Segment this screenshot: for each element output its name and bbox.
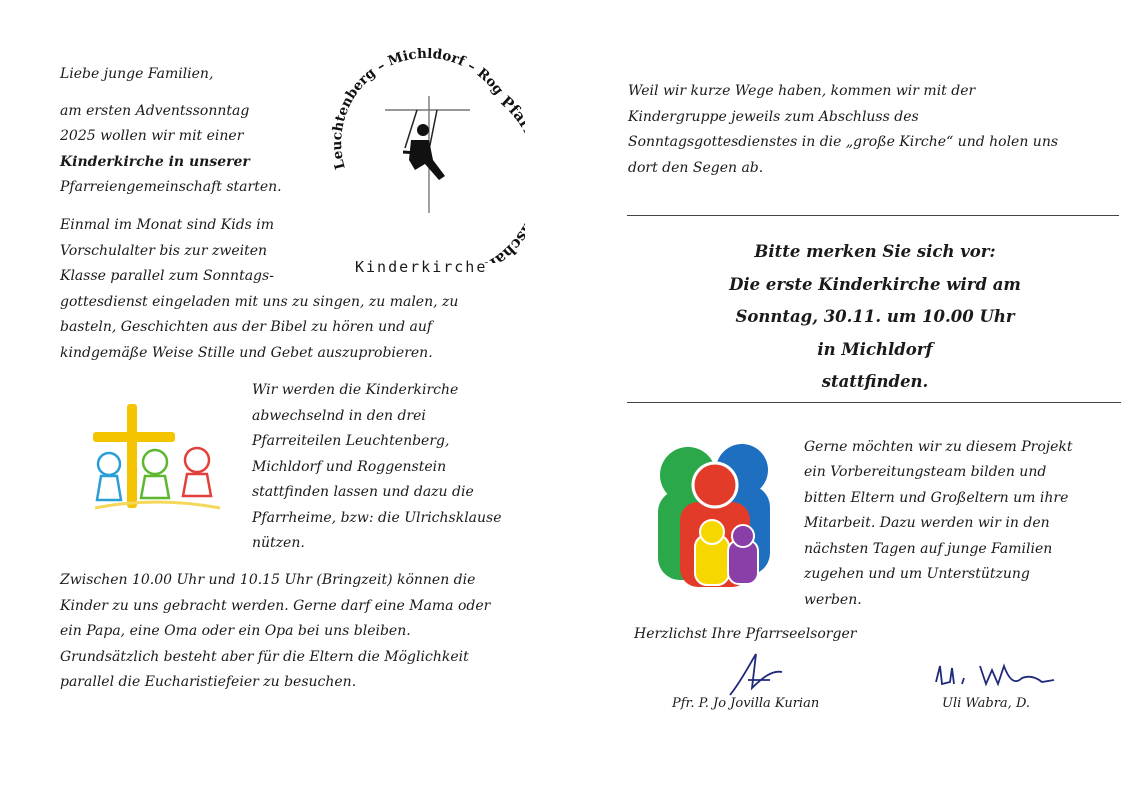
- right-para2-line-4: Mitarbeit. Dazu werden wir in den: [804, 515, 1050, 531]
- parish-logo: [325, 48, 525, 278]
- intro-line-2: 2025 wollen wir mit einer: [60, 128, 244, 144]
- logo-label: Kinderkirche: [355, 258, 488, 276]
- children-cross-icon: [85, 400, 225, 520]
- right-para2-line-2: ein Vorbereitungsteam bilden und: [804, 464, 1047, 480]
- divider-bottom: [627, 402, 1121, 403]
- para3-line-2: abwechselnd in den drei: [252, 408, 426, 424]
- family-illustration: [650, 440, 780, 590]
- para3-line-6: Pfarrheime, bzw: die Ulrichsklause: [252, 510, 502, 526]
- right-para2-line-5: nächsten Tagen auf junge Familien: [804, 541, 1053, 557]
- para4-line-1: Zwischen 10.00 Uhr und 10.15 Uhr (Bringzeit) können die: [60, 572, 476, 588]
- para2-line-3: Klasse parallel zum Sonntags-: [60, 268, 274, 284]
- right-para2-line-6: zugehen und um Unterstützung: [804, 566, 1030, 582]
- right-para1-line-4: dort den Segen ab.: [628, 160, 764, 176]
- intro-line-1: am ersten Adventssonntag: [60, 103, 250, 119]
- para3-line-5: stattfinden lassen und dazu die: [252, 484, 474, 500]
- intro-line-4: Pfarreiengemeinschaft starten.: [60, 179, 282, 195]
- para2-line-6: kindgemäße Weise Stille und Gebet auszuprobieren.: [60, 345, 433, 361]
- para3-line-1: Wir werden die Kinderkirche: [252, 382, 459, 398]
- right-para2-line-3: bitten Eltern und Großeltern um ihre: [804, 490, 1069, 506]
- greeting: Liebe junge Familien,: [60, 66, 214, 82]
- para2-line-2: Vorschulalter bis zur zweiten: [60, 243, 268, 259]
- signature-2-icon: [932, 660, 1062, 692]
- para2-line-5: basteln, Geschichten aus der Bibel zu hören und auf: [60, 319, 433, 335]
- announce-line-1: Bitte merken Sie sich vor:: [754, 242, 996, 261]
- announce-line-2: Die erste Kinderkirche wird am: [729, 274, 1021, 294]
- signer-2-name: Uli Wabra, D.: [942, 696, 1031, 711]
- divider-top: [627, 215, 1119, 216]
- family-figures-icon: [650, 440, 780, 590]
- right-para2-line-7: werben.: [804, 592, 862, 608]
- para3-line-7: nützen.: [252, 535, 305, 551]
- para3-line-3: Pfarreiteilen Leuchtenberg,: [252, 433, 450, 449]
- para2-line-4: gottesdienst eingeladen mit uns zu singen, zu malen, zu: [60, 294, 459, 310]
- announce-line-3: Sonntag, 30.11. um 10.00 Uhr: [735, 307, 1015, 326]
- closing: Herzlichst Ihre Pfarrseelsorger: [634, 626, 857, 642]
- announce-line-5: stattfinden.: [821, 372, 929, 391]
- para2-line-1: Einmal im Monat sind Kids im: [60, 217, 275, 233]
- logo-ring-bottom: Pf cha: [491, 92, 525, 263]
- right-para2-line-1: Gerne möchten wir zu diesem Projekt: [804, 439, 1073, 455]
- right-para1-line-3: Sonntagsgottesdienstes in die „große Kirche“ und holen uns: [628, 134, 1059, 150]
- intro-line-3: Kinderkirche in unserer: [60, 154, 250, 170]
- right-para1-line-2: Kindergruppe jeweils zum Abschluss des: [628, 109, 919, 125]
- para3-line-4: Michldorf und Roggenstein: [252, 459, 447, 475]
- svg-text:Pfarreiengemeinschaft: [481, 92, 525, 263]
- para4-line-4: Grundsätzlich besteht aber für die Eltern die Möglichkeit: [60, 649, 469, 665]
- logo-ring-top: Leuchtenberg – Michldorf – Rog: [329, 48, 507, 172]
- para4-line-5: parallel die Eucharistiefeier zu besuchen.: [60, 674, 357, 690]
- para4-line-2: Kinder zu uns gebracht werden. Gerne darf eine Mama oder: [60, 598, 491, 614]
- swing-child-icon: [325, 48, 525, 263]
- announce-line-4: in Michldorf: [817, 339, 933, 359]
- children-cross-illustration: [85, 400, 225, 520]
- para4-line-3: ein Papa, eine Oma oder ein Opa bei uns bleiben.: [60, 623, 411, 639]
- right-para1-line-1: Weil wir kurze Wege haben, kommen wir mit der: [628, 83, 976, 99]
- announcement-box: [680, 236, 1070, 399]
- signer-1-name: Pfr. P. Jo Jovilla Kurian: [672, 696, 820, 711]
